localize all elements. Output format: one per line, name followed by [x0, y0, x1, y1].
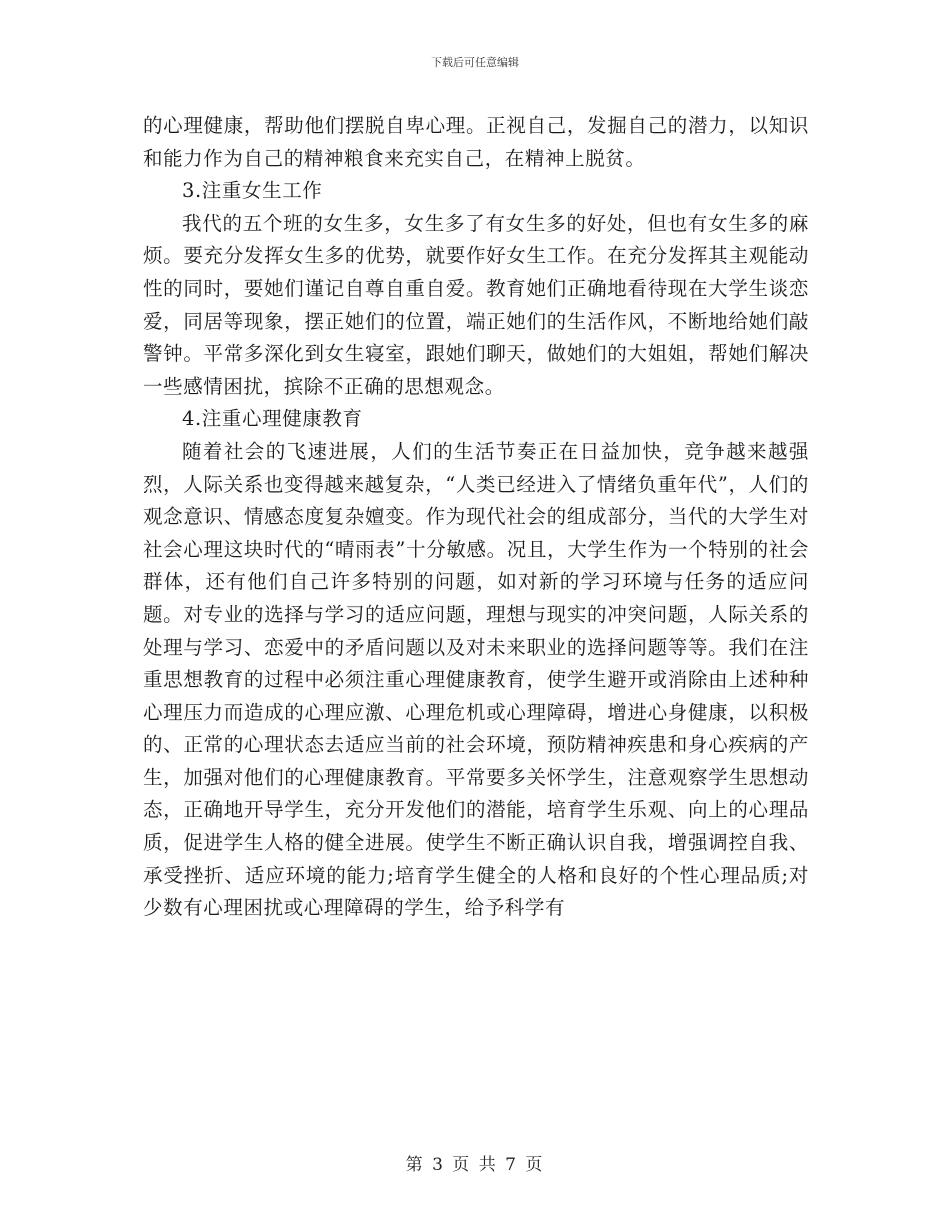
section-heading-4: 4.注重心理健康教育	[182, 407, 363, 431]
section-heading-3: 3.注重女生工作	[182, 179, 323, 203]
paragraph-mental-health: 随着社会的飞速进展，人们的生活节奏正在日益加快，竞争越来越强烈，人际关系也变得越来越复杂，“人类已经进入了情绪负重年代”，人们的观念意识、情感态度复杂嬗变。作为现代社会的组成部分，当代的大学生对社会心理这块时代的“晴雨表”十分敏感。况且，大学生作为一个特别的社会群体，还有他们自己许多特别的问题，如对新的学习环境与任务的适应问题。对专业的选择与学习的适应问题，理想与现实的冲突问题，人际关系的处理与学习、恋爱中的矛盾问题以及对未来职业的选择问题等等。我们在注重思想教育的过程中必须注重心理健康教育，使学生避开或消除由上述种种心理压力而造成的心理应激、心理危机或心理障碍，增进心身健康，以积极的、正常的心理状态去适应当前的社会环境，预防精神疾患和身心疾病的产生，加强对他们的心理健康教育。平常要多关怀学生，注意观察学生思想动态，正确地开导学生，充分开发他们的潜能，培育学生乐观、向上的心理品质，促进学生人格的健全进展。使学生不断正确认识自我，增强调控自我、承受挫折、适应环境的能力;培育学生健全的人格和良好的个性心理品质;对少数有心理困扰或心理障碍的学生，给予科学有	[143, 439, 809, 920]
paragraph-continuation: 的心理健康，帮助他们摆脱自卑心理。正视自己，发掘自己的潜力，以知识和能力作为自己的精神粮食来充实自己，在精神上脱贫。	[143, 114, 809, 170]
document-body	[143, 110, 809, 925]
page-number: 第 3 页 共 7 页	[405, 1155, 545, 1175]
header-note: 下载后可任意编辑	[431, 56, 519, 69]
paragraph-female-students: 我代的五个班的女生多，女生多了有女生多的好处，但也有女生多的麻烦。要充分发挥女生多的优势，就要作好女生工作。在充分发挥其主观能动性的同时，要她们谨记自尊自重自爱。教育她们正确地看待现在大学生谈恋爱，同居等现象，摆正她们的位置，端正她们的生活作风，不断地给她们敲警钟。平常多深化到女生寝室，跟她们聊天，做她们的大姐姐，帮她们解决一些感情困扰，摈除不正确的思想观念。	[143, 211, 809, 398]
